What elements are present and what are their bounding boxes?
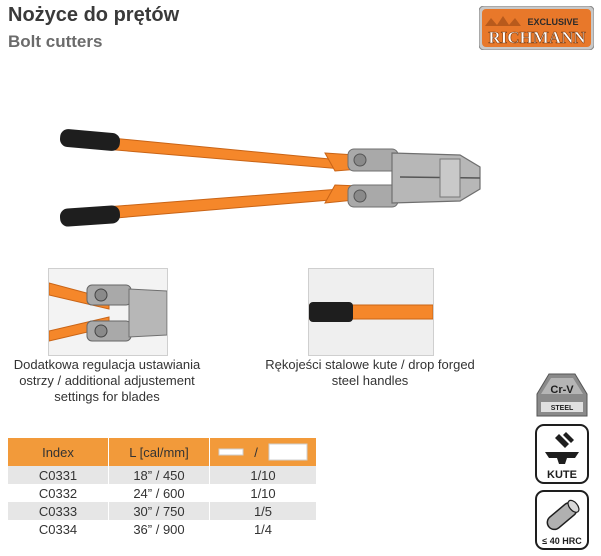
cell-index: C0333 <box>8 502 109 520</box>
logo-brand: RICHMANN <box>488 28 586 47</box>
table-row <box>8 520 316 538</box>
blade-adjustment-photo <box>48 268 168 356</box>
cell-ratio: 1/10 <box>210 466 317 484</box>
crv-steel-badge <box>535 372 589 418</box>
cell-index: C0334 <box>38 521 78 537</box>
badge-hardness: ≤ 40 HRC <box>542 536 582 546</box>
spec-table <box>8 438 316 538</box>
header-separator: / <box>254 444 258 460</box>
feature-caption-handles: Rękojeści stalowe kute / drop forged steel handles <box>265 357 475 388</box>
col-cutting-capacity <box>210 438 317 466</box>
badge-material: Cr-V <box>550 384 574 396</box>
table-row <box>8 484 316 502</box>
table-row <box>8 466 316 484</box>
badge-forged: KUTE <box>547 469 577 481</box>
table-row <box>8 502 316 520</box>
richmann-logo <box>479 6 594 50</box>
cell-length: 30” / 750 <box>109 502 210 520</box>
cell-ratio: 1/5 <box>210 502 317 520</box>
feature-caption-blades: Dodatkowa regulacja ustawiania ostrzy / additional adjustement settings for blades <box>13 357 201 404</box>
badge-material-sub: STEEL <box>550 405 574 412</box>
thick-rod-icon <box>268 443 308 461</box>
cell-length: 36” / 900 <box>109 520 210 538</box>
cell-index: C0332 <box>38 485 78 501</box>
forged-handle-photo <box>308 268 434 356</box>
hardness-badge <box>535 490 589 550</box>
cell-length: 24” / 600 <box>109 484 210 502</box>
thin-rod-icon <box>218 446 244 458</box>
product-title-en: Bolt cutters <box>8 32 103 51</box>
forged-badge <box>535 424 589 484</box>
cell-length: 18” / 450 <box>109 466 210 484</box>
cell-ratio: 1/4 <box>210 520 317 538</box>
col-length: L [cal/mm] <box>109 438 210 466</box>
bolt-cutters-image <box>40 105 510 255</box>
product-title-pl: Nożyce do prętów <box>8 4 180 26</box>
cell-ratio: 1/10 <box>210 484 317 502</box>
table-header-row <box>8 438 316 466</box>
col-index: Index <box>8 438 109 466</box>
cell-index: C0331 <box>8 466 109 484</box>
logo-tagline: EXCLUSIVE <box>527 17 579 27</box>
